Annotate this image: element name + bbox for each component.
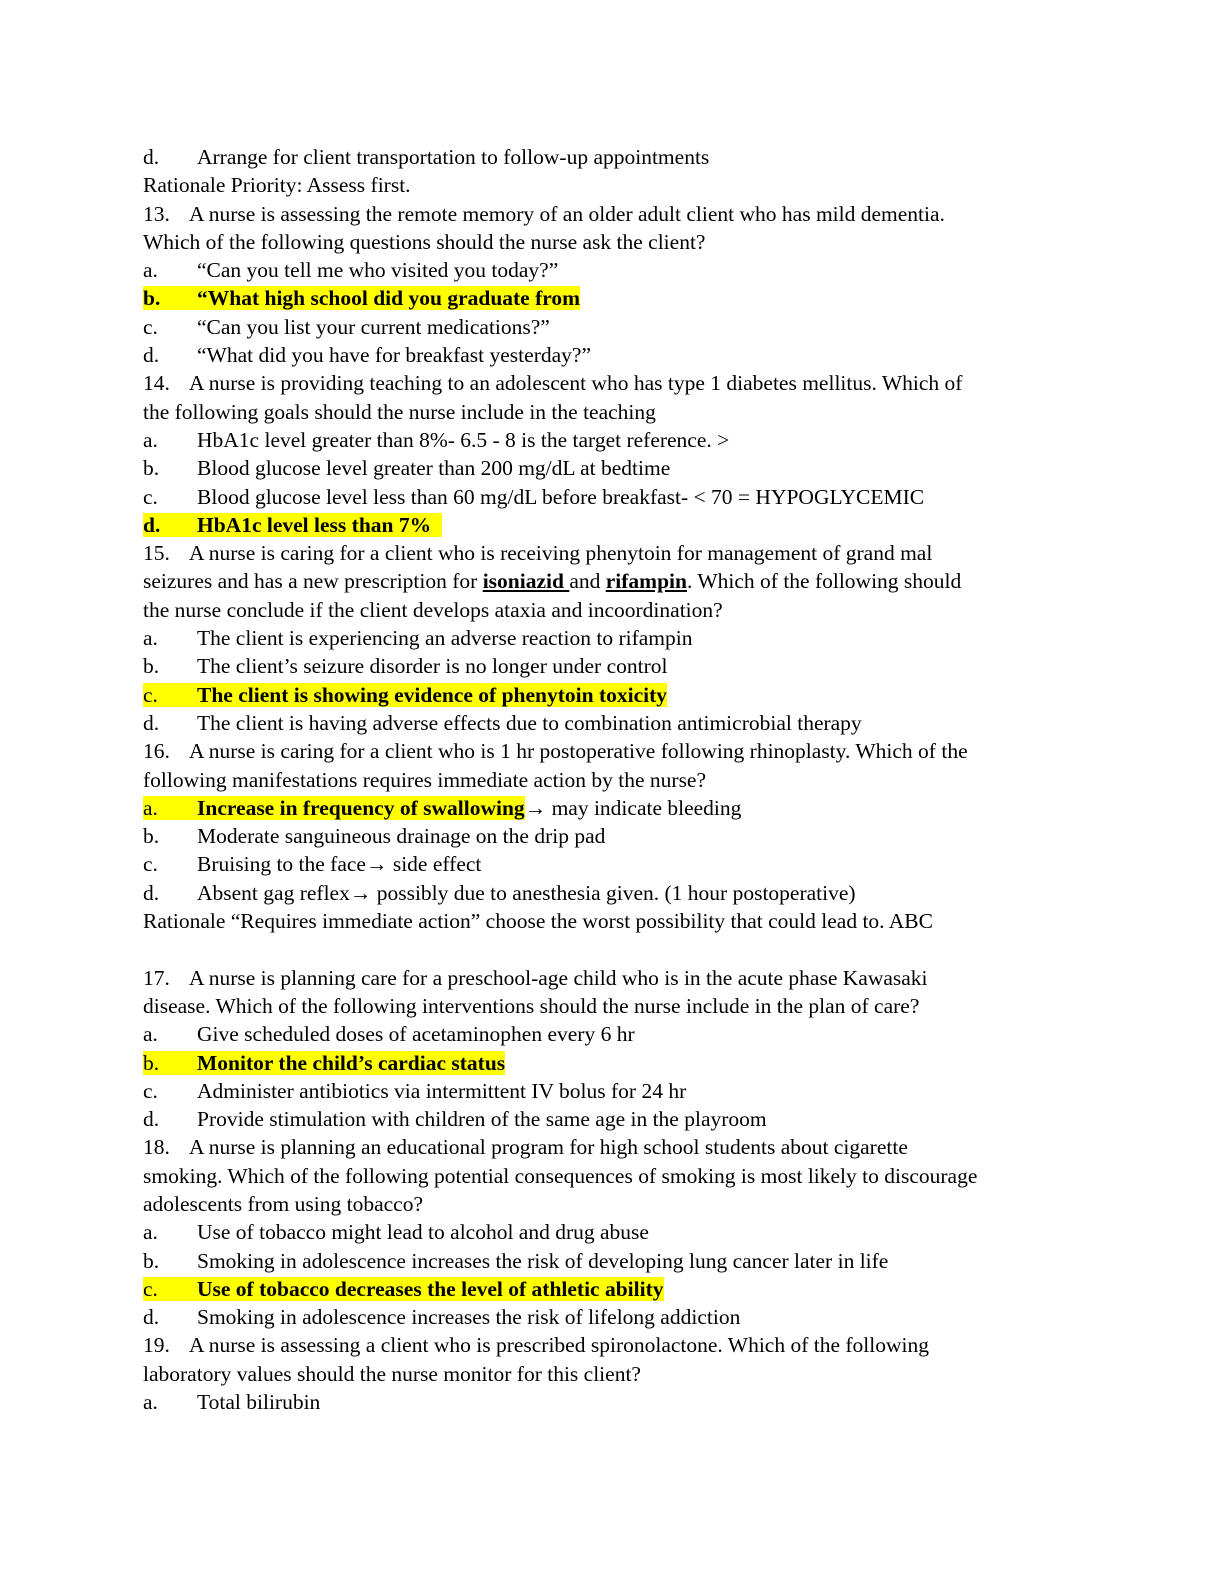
q14-stem: 14. A nurse is providing teaching to an adolescent who has type 1 diabetes mellitus. Which of [143,371,963,396]
q17-option-d: d. Provide stimulation with children of the same age in the playroom [143,1107,767,1132]
q16-stem-cont: following manifestations requires immediate action by the nurse? [143,767,707,792]
blank-line [143,935,1083,963]
q18-option-c-answer: c. Use of tobacco decreases the level of athletic ability [143,1276,664,1301]
q15-stem: 15. A nurse is caring for a client who is receiving phenytoin for management of grand mal [143,541,933,566]
q15-stem-cont2: the nurse conclude if the client develops ataxia and incoordination? [143,597,723,622]
q13-option-a: a. “Can you tell me who visited you today?” [143,258,559,283]
document-page [143,143,1083,1416]
q16-option-a-answer: a. Increase in frequency of swallowing→ may indicate bleeding [143,795,742,820]
q14-option-a: a. HbA1c level greater than 8%- 6.5 - 8 is the target reference. > [143,427,730,452]
q16-rationale: Rationale “Requires immediate action” choose the worst possibility that could lead to. ABC [143,909,933,934]
rifampin-term: rifampin [605,569,687,594]
q17-option-b-answer: b. Monitor the child’s cardiac status [143,1050,506,1075]
q12-rationale: Rationale Priority: Assess first. [143,173,411,198]
q17-stem-cont: disease. Which of the following interventions should the nurse include in the plan of care? [143,993,920,1018]
q16-option-d: d. Absent gag reflex→ possibly due to anesthesia given. (1 hour postoperative) [143,880,856,905]
isoniazid-term: isoniazid [482,569,570,594]
q19-stem: 19. A nurse is assessing a client who is prescribed spironolactone. Which of the following [143,1333,930,1358]
q16-stem: 16. A nurse is caring for a client who is 1 hr postoperative following rhinoplasty. Which of the [143,739,968,764]
q14-option-b: b. Blood glucose level greater than 200 mg/dL at bedtime [143,456,671,481]
q16-option-b: b. Moderate sanguineous drainage on the drip pad [143,824,606,849]
q18-option-a: a. Use of tobacco might lead to alcohol and drug abuse [143,1220,649,1245]
q14-stem-cont: the following goals should the nurse include in the teaching [143,399,656,424]
q13-option-d: d. “What did you have for breakfast yesterday?” [143,343,591,368]
q14-option-c: c. Blood glucose level less than 60 mg/dL before breakfast- < 70 = HYPOGLYCEMIC [143,484,925,509]
q16-option-c: c. Bruising to the face→ side effect [143,852,482,877]
q13-stem: 13. A nurse is assessing the remote memory of an older adult client who has mild dementia. [143,201,945,226]
q18-stem-cont2: adolescents from using tobacco? [143,1191,424,1216]
q15-option-a: a. The client is experiencing an adverse reaction to rifampin [143,626,693,651]
q15-option-b: b. The client’s seizure disorder is no longer under control [143,654,668,679]
q17-option-c: c. Administer antibiotics via intermittent IV bolus for 24 hr [143,1078,687,1103]
q13-option-b-answer: b. “What high school did you graduate from [143,286,581,311]
q18-stem-cont: smoking. Which of the following potential consequences of smoking is most likely to discourage [143,1163,978,1188]
q13-option-c: c. “Can you list your current medications?” [143,314,550,339]
q18-option-d: d. Smoking in adolescence increases the risk of lifelong addiction [143,1305,741,1330]
q18-option-b: b. Smoking in adolescence increases the risk of developing lung cancer later in life [143,1248,889,1273]
q14-option-d-answer: d. HbA1c level less than 7% [143,511,1083,539]
q19-option-a: a. Total bilirubin [143,1390,321,1415]
q17-option-a: a. Give scheduled doses of acetaminophen every 6 hr [143,1022,635,1047]
q19-stem-cont: laboratory values should the nurse monitor for this client? [143,1361,641,1386]
q15-option-c-answer: c. The client is showing evidence of phenytoin toxicity [143,682,668,707]
q15-stem-cont: seizures and has a new prescription for isoniazid and rifampin. Which of the following should [143,569,962,594]
q15-option-d: d. The client is having adverse effects due to combination antimicrobial therapy [143,710,862,735]
q12-option-d: d. Arrange for client transportation to follow-up appointments [143,145,710,169]
q17-stem: 17. A nurse is planning care for a preschool-age child who is in the acute phase Kawasaki [143,965,928,990]
q13-stem-cont: Which of the following questions should the nurse ask the client? [143,229,706,254]
q18-stem: 18. A nurse is planning an educational program for high school students about cigarette [143,1135,908,1160]
